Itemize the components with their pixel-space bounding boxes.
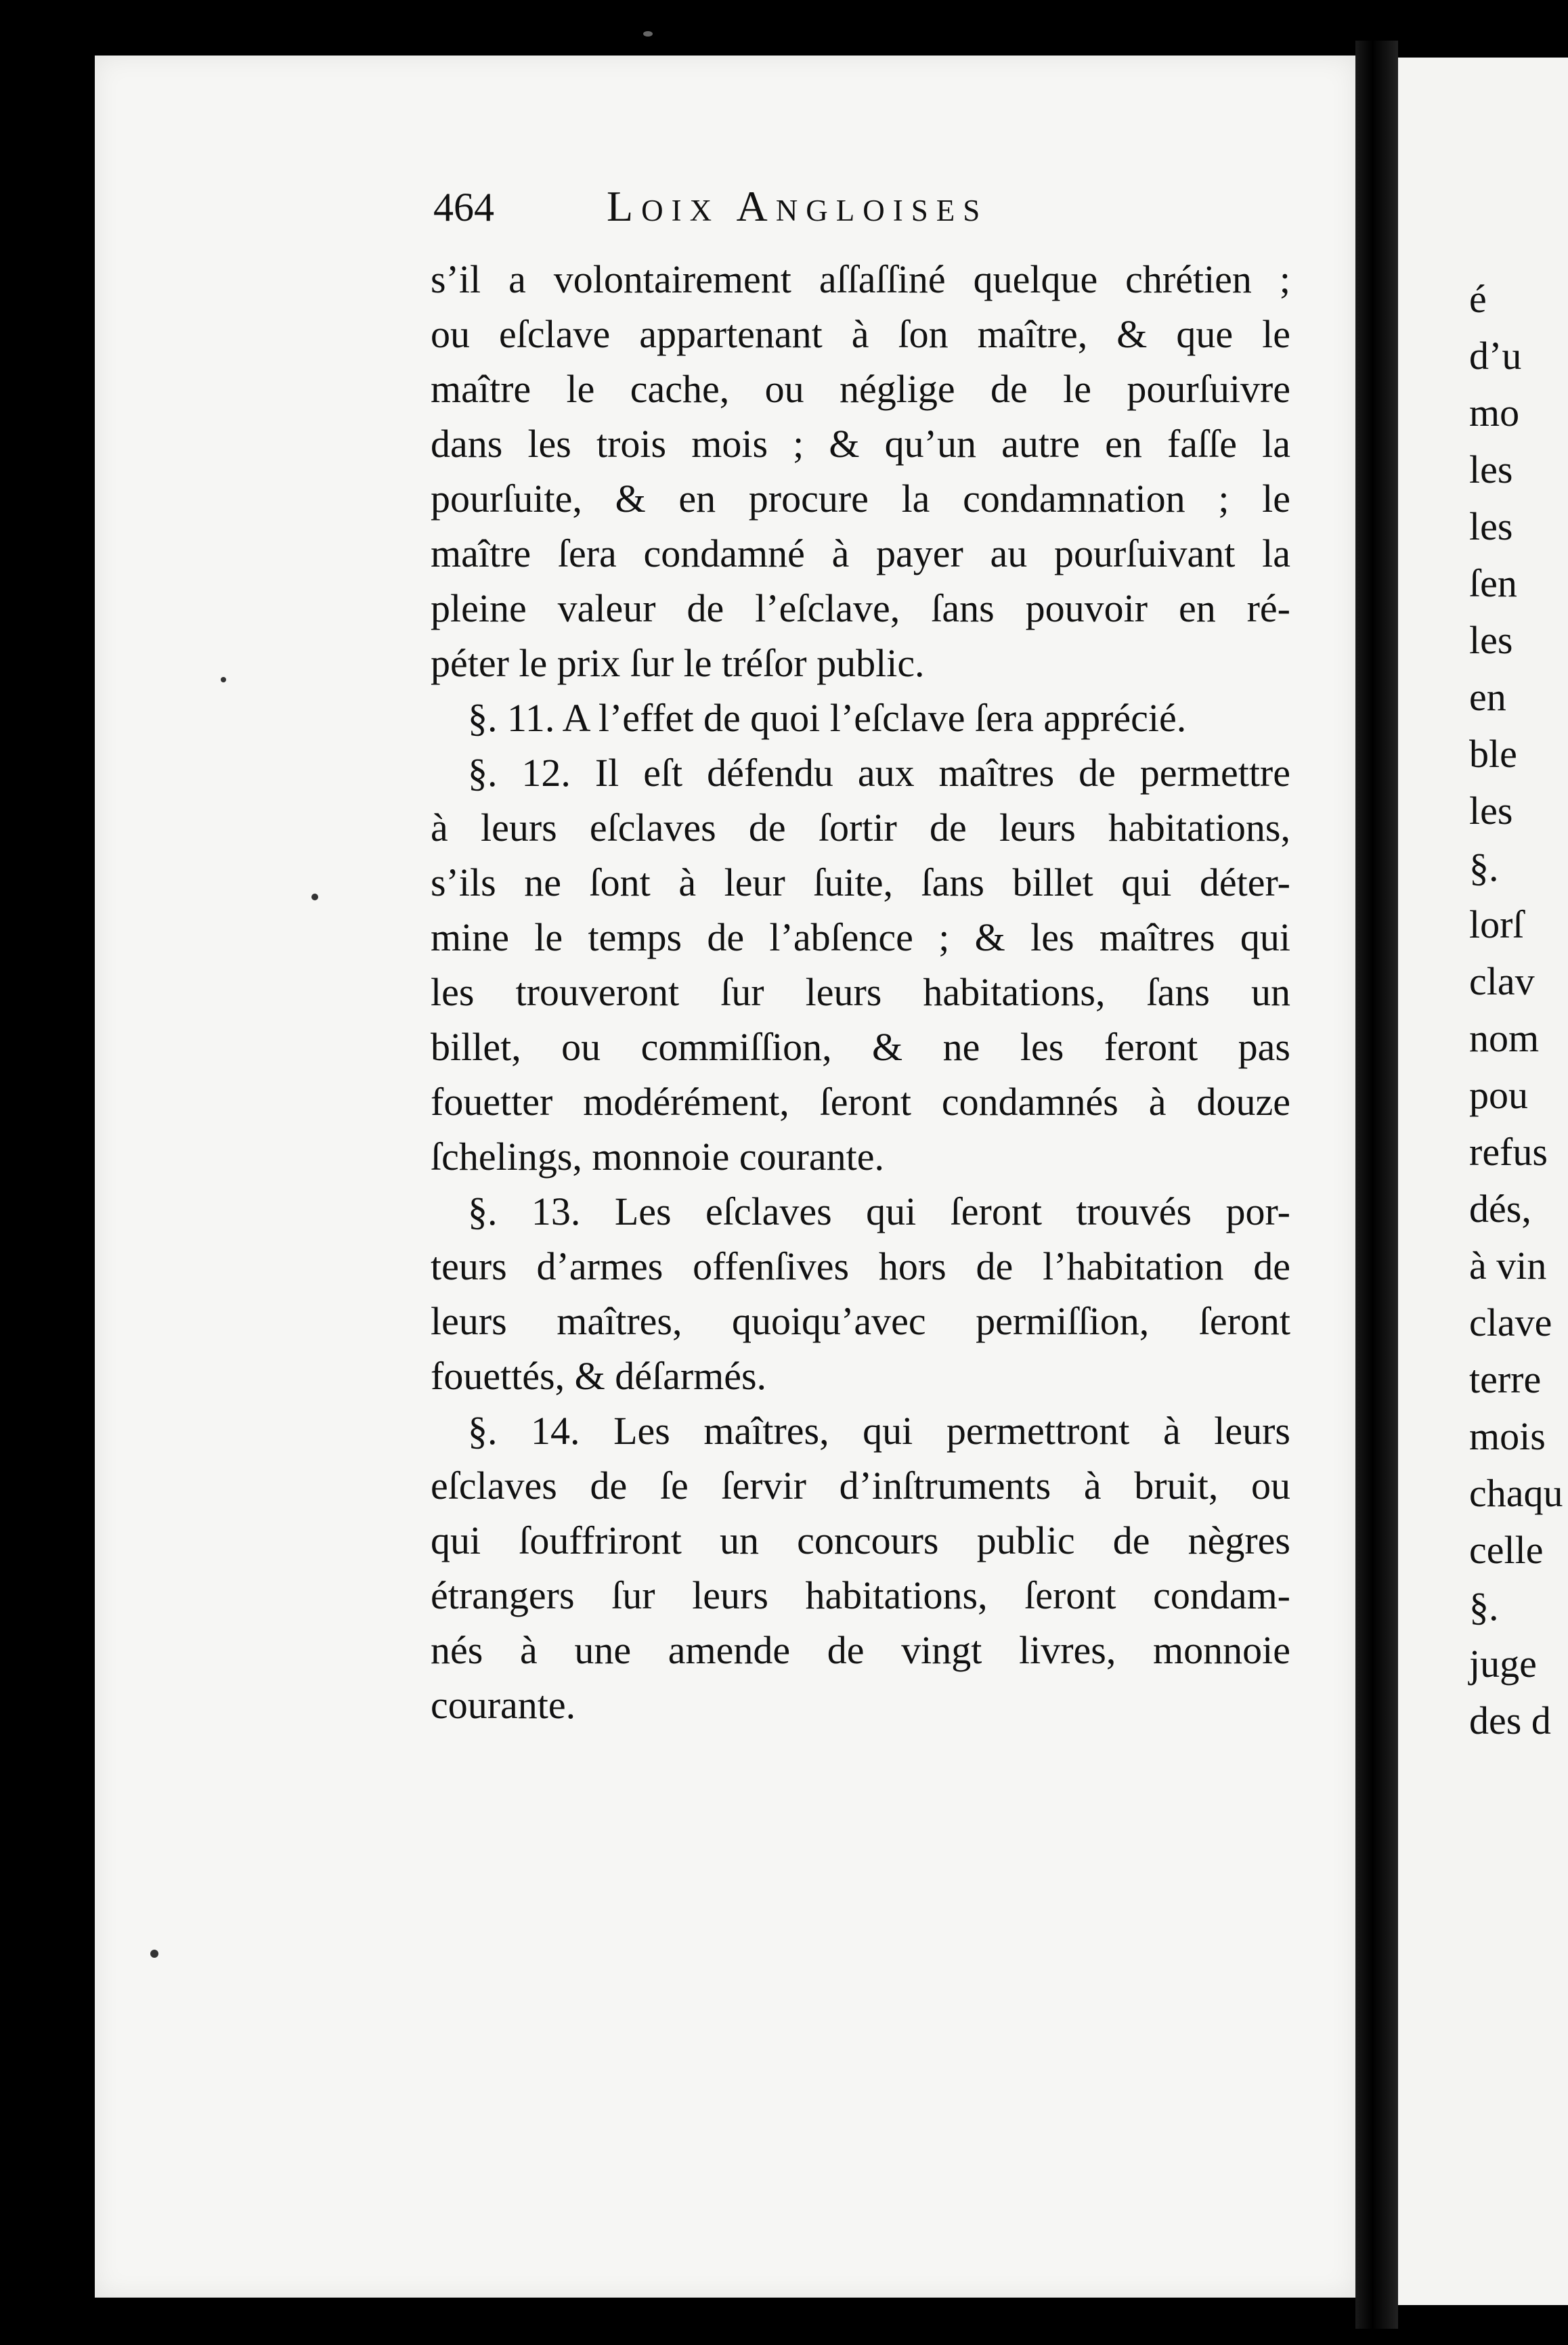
facing-page-line: refus bbox=[1469, 1130, 1548, 1174]
paper-speck bbox=[150, 1950, 158, 1958]
facing-page-line: nom bbox=[1469, 1016, 1540, 1060]
text-line: ſchelings, monnoie courante. bbox=[431, 1135, 885, 1179]
facing-page-line: les bbox=[1469, 504, 1513, 548]
facing-page-line: §. bbox=[1469, 846, 1499, 890]
facing-page-line: mo bbox=[1469, 391, 1520, 435]
facing-page-line: mois bbox=[1469, 1414, 1546, 1458]
facing-page-line: dés, bbox=[1469, 1187, 1531, 1231]
text-line: dans les trois mois ; & qu’un autre en faſſe la bbox=[431, 422, 1290, 466]
page-number: 464 bbox=[433, 185, 494, 229]
text-line: maître le cache, ou néglige de le pourſuivre bbox=[431, 367, 1290, 411]
text-line: leurs maîtres, quoiqu’avec permiſſion, ſeront bbox=[431, 1299, 1290, 1343]
paper-speck bbox=[311, 894, 318, 900]
text-line: mine le temps de l’abſence ; & les maîtres qui bbox=[431, 915, 1290, 959]
text-line: les trouveront ſur leurs habitations, ſans un bbox=[431, 970, 1290, 1014]
facing-page-line: chaqu bbox=[1469, 1471, 1563, 1515]
facing-page-line: les bbox=[1469, 789, 1513, 833]
text-line: à leurs eſclaves de ſortir de leurs habitations, bbox=[431, 806, 1290, 850]
text-line: §. 12. Il eſt défendu aux maîtres de permettre bbox=[468, 751, 1290, 795]
facing-page-line: celle bbox=[1469, 1528, 1544, 1572]
facing-page-line: à vin bbox=[1469, 1244, 1547, 1288]
facing-page-line: é bbox=[1469, 277, 1487, 321]
text-line: étrangers ſur leurs habitations, ſeront condam- bbox=[431, 1573, 1290, 1617]
facing-page-line: pou bbox=[1469, 1073, 1528, 1117]
facing-page-line: les bbox=[1469, 618, 1513, 662]
text-line: pourſuite, & en procure la condamnation ; le bbox=[431, 477, 1290, 521]
text-line: fouetter modérément, ſeront condamnés à douze bbox=[431, 1080, 1290, 1124]
facing-page-line: ſen bbox=[1469, 561, 1517, 605]
text-line: courante. bbox=[431, 1683, 576, 1727]
facing-page-line: lorſ bbox=[1469, 902, 1524, 946]
facing-page-line: ble bbox=[1469, 732, 1517, 776]
facing-page-line: clav bbox=[1469, 959, 1535, 1003]
text-line: billet, ou commiſſion, & ne les feront pas bbox=[431, 1025, 1290, 1069]
text-line: §. 14. Les maîtres, qui permettront à leurs bbox=[468, 1409, 1290, 1453]
book-gutter bbox=[1355, 41, 1398, 2329]
facing-page-line: en bbox=[1469, 675, 1506, 719]
text-line: pleine valeur de l’eſclave, ſans pouvoir en ré- bbox=[431, 586, 1290, 630]
facing-page-line: terre bbox=[1469, 1357, 1542, 1401]
facing-page-line: juge bbox=[1469, 1642, 1537, 1686]
text-line: teurs d’armes offenſives hors de l’habitation de bbox=[431, 1244, 1290, 1288]
text-line: §. 13. Les eſclaves qui ſeront trouvés por- bbox=[468, 1189, 1290, 1233]
text-line: ou eſclave appartenant à ſon maître, & que le bbox=[431, 312, 1290, 356]
running-title: Loix Angloises bbox=[607, 182, 988, 230]
text-line: maître ſera condamné à payer au pourſuivant la bbox=[431, 531, 1290, 575]
facing-page-line: §. bbox=[1469, 1585, 1499, 1629]
text-line: s’il a volontairement aſſaſſiné quelque chrétien ; bbox=[431, 257, 1290, 301]
running-header bbox=[433, 181, 1327, 242]
paper-speck bbox=[643, 31, 653, 37]
text-line: qui ſouffriront un concours public de nègres bbox=[431, 1518, 1290, 1562]
text-line: eſclaves de ſe ſervir d’inſtruments à bruit, ou bbox=[431, 1464, 1290, 1508]
text-line: s’ils ne ſont à leur ſuite, ſans billet qui déter- bbox=[431, 860, 1290, 904]
facing-page-line: les bbox=[1469, 447, 1513, 491]
text-line: péter le prix ſur le tréſor public. bbox=[431, 641, 925, 685]
text-line: nés à une amende de vingt livres, monnoie bbox=[431, 1628, 1290, 1672]
page-body bbox=[431, 252, 1290, 1732]
facing-page-line: d’u bbox=[1469, 334, 1522, 378]
paper-speck bbox=[221, 677, 226, 682]
text-line: fouettés, & déſarmés. bbox=[431, 1354, 767, 1398]
text-line: §. 11. A l’effet de quoi l’eſclave ſera apprécié. bbox=[468, 696, 1187, 740]
facing-page-text bbox=[1469, 271, 1568, 1749]
facing-page-line: clave bbox=[1469, 1300, 1552, 1344]
facing-page-line: des d bbox=[1469, 1699, 1551, 1743]
